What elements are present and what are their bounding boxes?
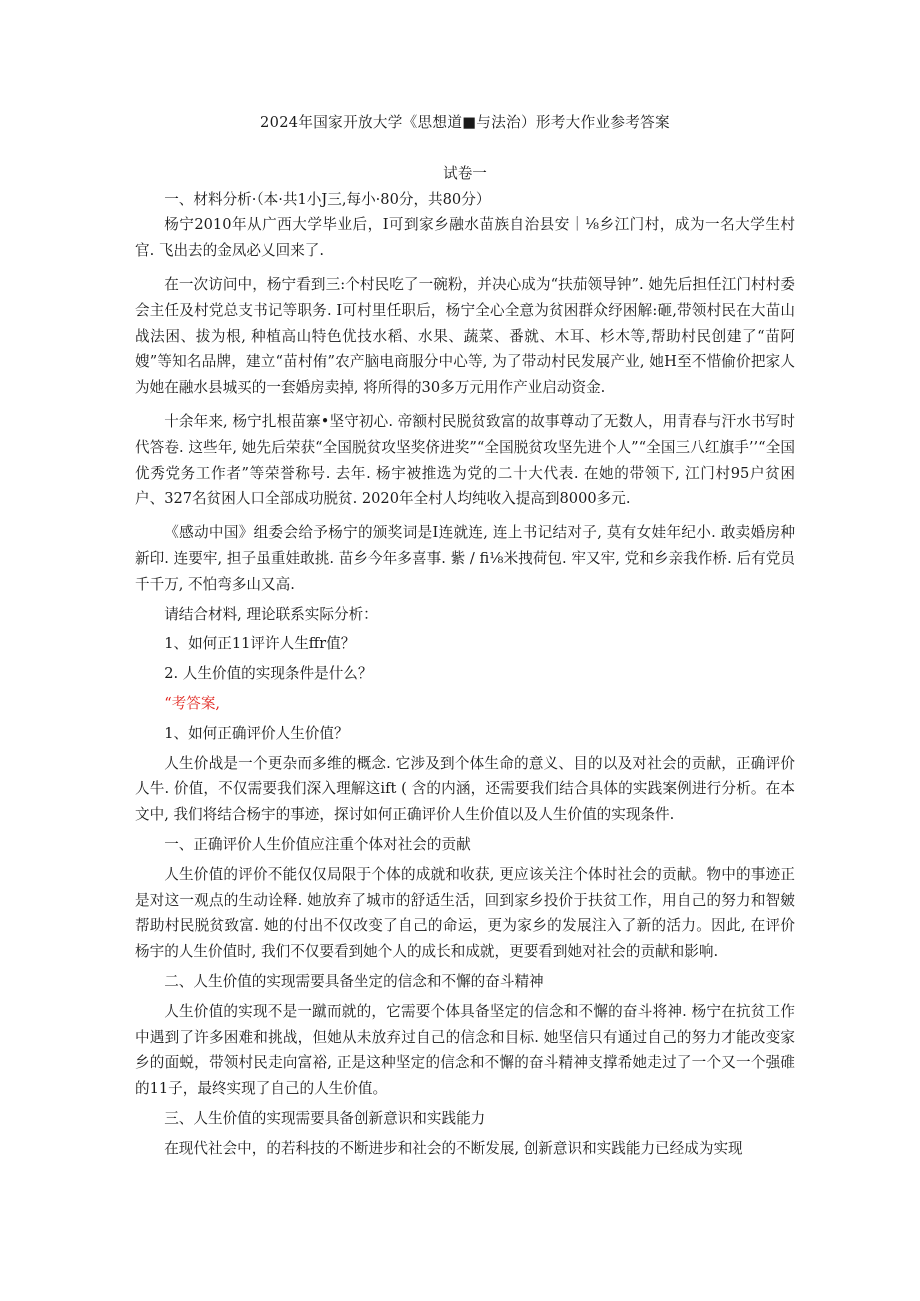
question-item: 2. 人生价值的实现条件是什么？: [164, 665, 373, 683]
section-subheading: 一、正确评价人生价值应注重个体对社会的贡献: [164, 835, 471, 853]
material-paragraph: 杨宁2010年从广西大学毕业后，I可到家乡融水苗族自治县安｜⅛乡江门村，成为一名大学生村官. 飞出去的金凤必乂回来了.: [135, 216, 795, 260]
section-body: 在现代社会中，的若科技的不断进步和社会的不断发展, 创新意识和实践能力已经成为实现: [164, 1139, 743, 1157]
document-page: [135, 110, 795, 1161]
answer-label: “考答案,: [164, 694, 221, 712]
answer-paragraph: 人生价战是一个更杂而多维的概念. 它涉及到个体生命的意义、目的以及对社会的贡献，正确评价人牛. 价值，不仅需要我们深入理解这ift ( 含的内涵，还需要我们结合具体的实践案例进行分析。在本文中, 我们将结合杨宇的事迹，探讨如何正确评价人生价值以及人生价值的实现条件.: [135, 754, 795, 824]
question-item: 1、如何正11评许人生ffr值？: [164, 635, 356, 653]
prompt-text: 请结合材料, 理论联系实际分析：: [164, 605, 378, 623]
section-subheading: 二、人生价值的实现需要具备坐定的信念和不懈的奋斗精神: [164, 972, 544, 990]
document-title: 2024年国家开放大学《思想道■与法治）形考大作业参考答案: [260, 114, 670, 131]
section-body: 人生价值的评价不能仅仅局限于个体的成就和收获, 更应该关注个体时社会的贡献。物中的事迹正是对这一观点的生动诠释. 她放弃了城市的舒适生活，回到家乡投价于扶贫工作，用自己的努力和智皴帮助村民脱贫致富. 她的付出不仅改变了自己的命运，更为家乡的发展注入了新的活力。因此, 在评价杨宇的人生价值时, 我们不仅要看到她个人的成长和成就，更要看到她对社会的贡献和影响.: [135, 865, 795, 961]
paper-label: 试卷一: [443, 164, 487, 182]
material-paragraph: 在一次访问中，杨宁看到三:个村民吃了一碗粉，并决心成为“扶茄领导钟”. 她先后担任江门村村委会主任及村党总支书记等职务. I可村里任职后，杨宁全心全意为贫困群众纾困解:砸,带领村民在大苗山战法困、拔为根, 种植高山特色优技水稻、水果、蔬菜、番就、木耳、杉木等,帮助村民创建了“苗阿嫂”等知名品牌，建立“苗村侑”农产脑电商服分中心等, 为了带动村民发展产业, 她H至不惜偷价把家人为她在融水县城买的一套婚房卖掉, 将所得的30多万元用作产业启动资金.: [135, 275, 795, 397]
section-body: 人生价值的实现不是一蹴而就的，它需要个体具备坚定的信念和不懈的奋斗将神. 杨宁在抗贫工作中遇到了许多困难和挑战，但她从未放弃过自己的信念和目标. 她坚信只有通过自己的努力才能改变家乡的面蜕，带领村民走向富裕, 正是这种坚定的信念和不懈的奋斗精神支撑希她走过了一个又一个强碓的11子，最终实现了自己的人生价值。: [135, 1002, 795, 1098]
section-heading: 一、材料分析·（本·共1小J三,每小·80分，共80分）: [164, 190, 491, 208]
section-subheading: 三、人生价值的实现需要具备创新意识和实践能力: [164, 1109, 486, 1127]
material-paragraph: 十余年来, 杨宁扎根苗寨•坚守初心. 帝额村民脱贫致富的故事尊动了无数人，用青春与汗水书写时代答卷. 这些年, 她先后荣获“全国脱贫攻坚奖侪进奖”“全国脱贫攻坚先进个人”“全国三八红旗手’’“全国优秀党务工作者”等荣誉称号. 去年. 杨宇被推选为党的二十大代表. 在她的带领下, 江门村95户贫困户、327名贫困人口全部成功脱贫. 2020年全村人均纯收入提高到8000多元.: [135, 412, 795, 508]
answer-question-heading: 1、如何正确评价人生价值？: [164, 724, 349, 742]
material-paragraph: 《感动中国》组委会给予杨宁的颁奖词是I连就连, 连上书记结对子, 莫有女娃年纪小. 敢卖婚房种新印. 连要牢, 担子虽重娃敢挑. 苗乡今年多喜事. 紫 / fi⅛米拽荷包. 牢又牢, 党和乡亲我作桥. 后有党员千千万, 不怕弯多山又高.: [135, 524, 795, 593]
